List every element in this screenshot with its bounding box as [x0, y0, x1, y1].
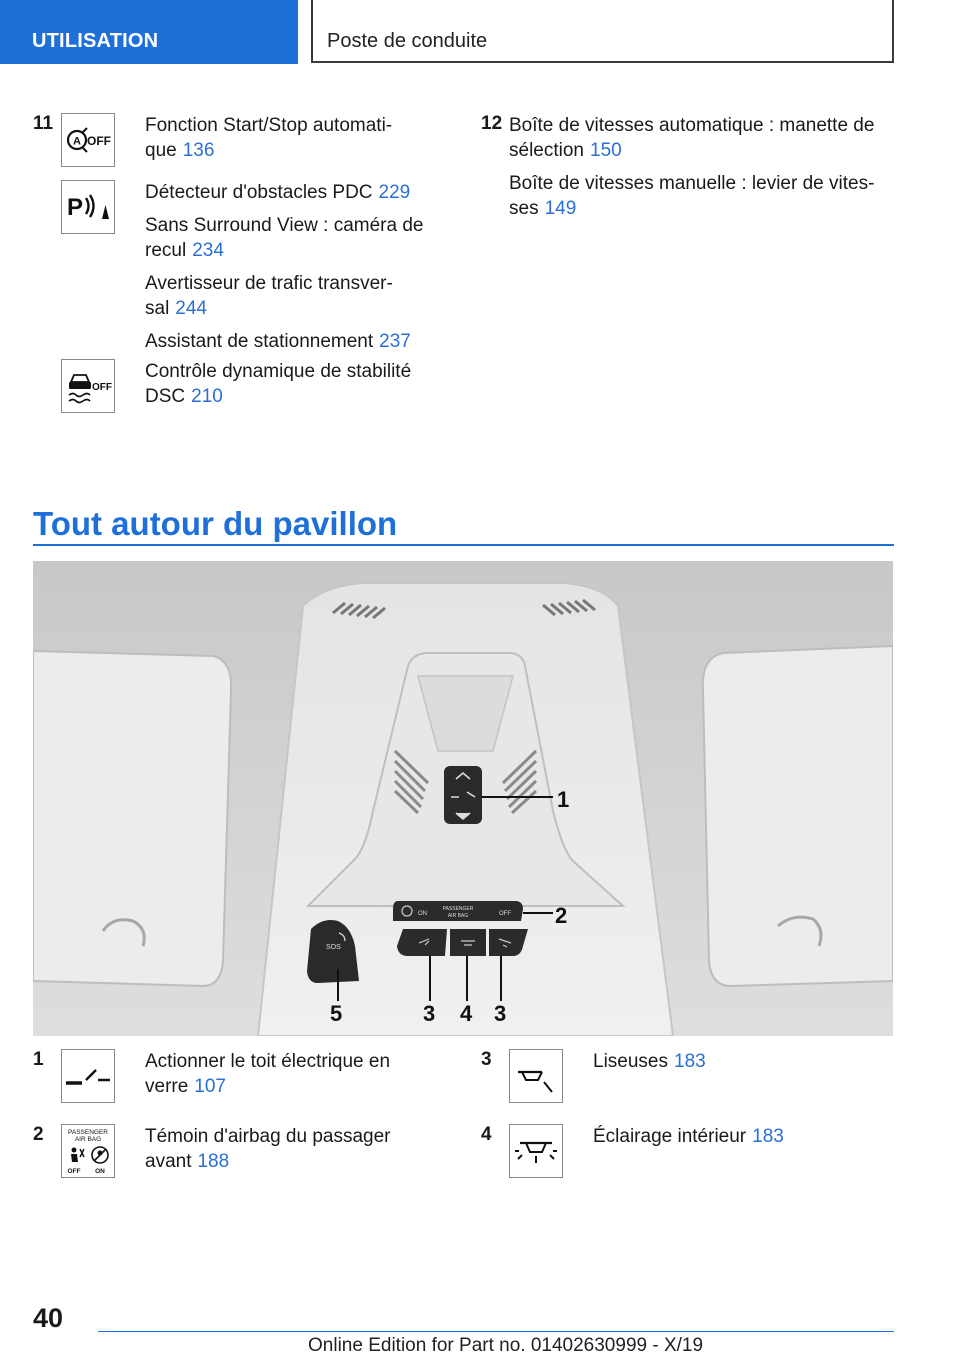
page-ref-link[interactable]: 229 [378, 182, 411, 203]
section-label: UTILISATION [32, 30, 159, 52]
chapter-tab [311, 0, 894, 63]
section-title: Tout autour du pavillon [33, 505, 398, 542]
section-tab [0, 0, 298, 64]
svg-text:PASSENGER: PASSENGER [442, 906, 474, 912]
page-ref-link[interactable]: 188 [197, 1151, 230, 1172]
glass-roof-icon [61, 1049, 115, 1103]
svg-text:ON: ON [95, 1168, 105, 1175]
footer-text: Online Edition for Part no. 01402630999 - X/19 [308, 1335, 704, 1356]
svg-text:PASSENGER: PASSENGER [68, 1129, 108, 1136]
photo-callout: 3 [494, 1001, 507, 1026]
svg-text:A: A [73, 135, 81, 148]
item-11c-desc: Contrôle dynamique de stabilité DSC 210 [145, 361, 412, 407]
chapter-label: Poste de conduite [327, 30, 488, 52]
item-b1-desc: Actionner le toit électrique en verre 107 [145, 1051, 391, 1097]
interior-light-icon [509, 1124, 563, 1178]
item-number: 12 [481, 113, 503, 134]
page-ref-link[interactable]: 210 [191, 386, 223, 407]
page-ref-link[interactable]: 183 [674, 1051, 706, 1072]
section-divider [33, 544, 894, 546]
auto-start-stop-off-icon [61, 113, 115, 167]
item-number: 3 [481, 1049, 492, 1070]
svg-text:OFF: OFF [92, 382, 112, 393]
photo-callout: 1 [557, 787, 570, 812]
passenger-airbag-icon [61, 1124, 115, 1178]
svg-text:SOS: SOS [326, 944, 341, 951]
dsc-off-icon [61, 359, 115, 413]
reading-light-icon [509, 1049, 563, 1103]
page-ref-link[interactable]: 244 [175, 298, 207, 319]
item-11b-desc: Détecteur d'obstacles PDC 229 Sans Surround View : caméra de recul 234 Avertisseur de trafic transver- sal 244 Assistant de stationnement 237 [145, 182, 424, 352]
footer-divider [98, 1331, 894, 1332]
overhead-console-photo [33, 561, 893, 1036]
page-ref-link[interactable]: 107 [194, 1076, 226, 1097]
page-ref-link[interactable]: 149 [544, 198, 577, 219]
svg-text:OFF: OFF [499, 911, 511, 917]
item-number: 2 [33, 1124, 44, 1145]
photo-callout: 2 [555, 903, 568, 928]
item-number: 4 [481, 1124, 492, 1145]
item-b3-desc: Liseuses 183 [593, 1051, 706, 1072]
photo-callout: 3 [423, 1001, 436, 1026]
page-ref-link[interactable]: 150 [590, 140, 622, 161]
page-ref-link[interactable]: 136 [182, 140, 215, 161]
page-ref-link[interactable]: 234 [192, 240, 224, 261]
pdc-parking-sensor-icon [61, 180, 115, 234]
page-ref-link[interactable]: 237 [379, 331, 411, 352]
page-ref-link[interactable]: 183 [752, 1126, 784, 1147]
photo-callout: 4 [460, 1001, 473, 1026]
svg-text:OFF: OFF [87, 134, 111, 148]
photo-callout: 5 [330, 1001, 343, 1026]
item-12-desc: Boîte de vitesses automatique : manette de sélection 150 Boîte de vitesses manuelle : levier de vites- ses 149 [509, 115, 875, 219]
svg-text:AIR BAG: AIR BAG [74, 1136, 102, 1143]
item-b2-desc: Témoin d'airbag du passager avant 188 [145, 1126, 391, 1172]
item-number: 11 [33, 113, 54, 134]
item-b4-desc: Éclairage intérieur 183 [593, 1126, 784, 1147]
svg-text:ON: ON [418, 911, 427, 917]
page-number: 40 [33, 1303, 64, 1333]
item-11a-desc: Fonction Start/Stop automati- que 136 [145, 115, 393, 161]
svg-text:P: P [67, 194, 84, 221]
svg-text:OFF: OFF [67, 1168, 81, 1175]
svg-text:AIR BAG: AIR BAG [447, 913, 469, 919]
item-number: 1 [33, 1049, 44, 1070]
